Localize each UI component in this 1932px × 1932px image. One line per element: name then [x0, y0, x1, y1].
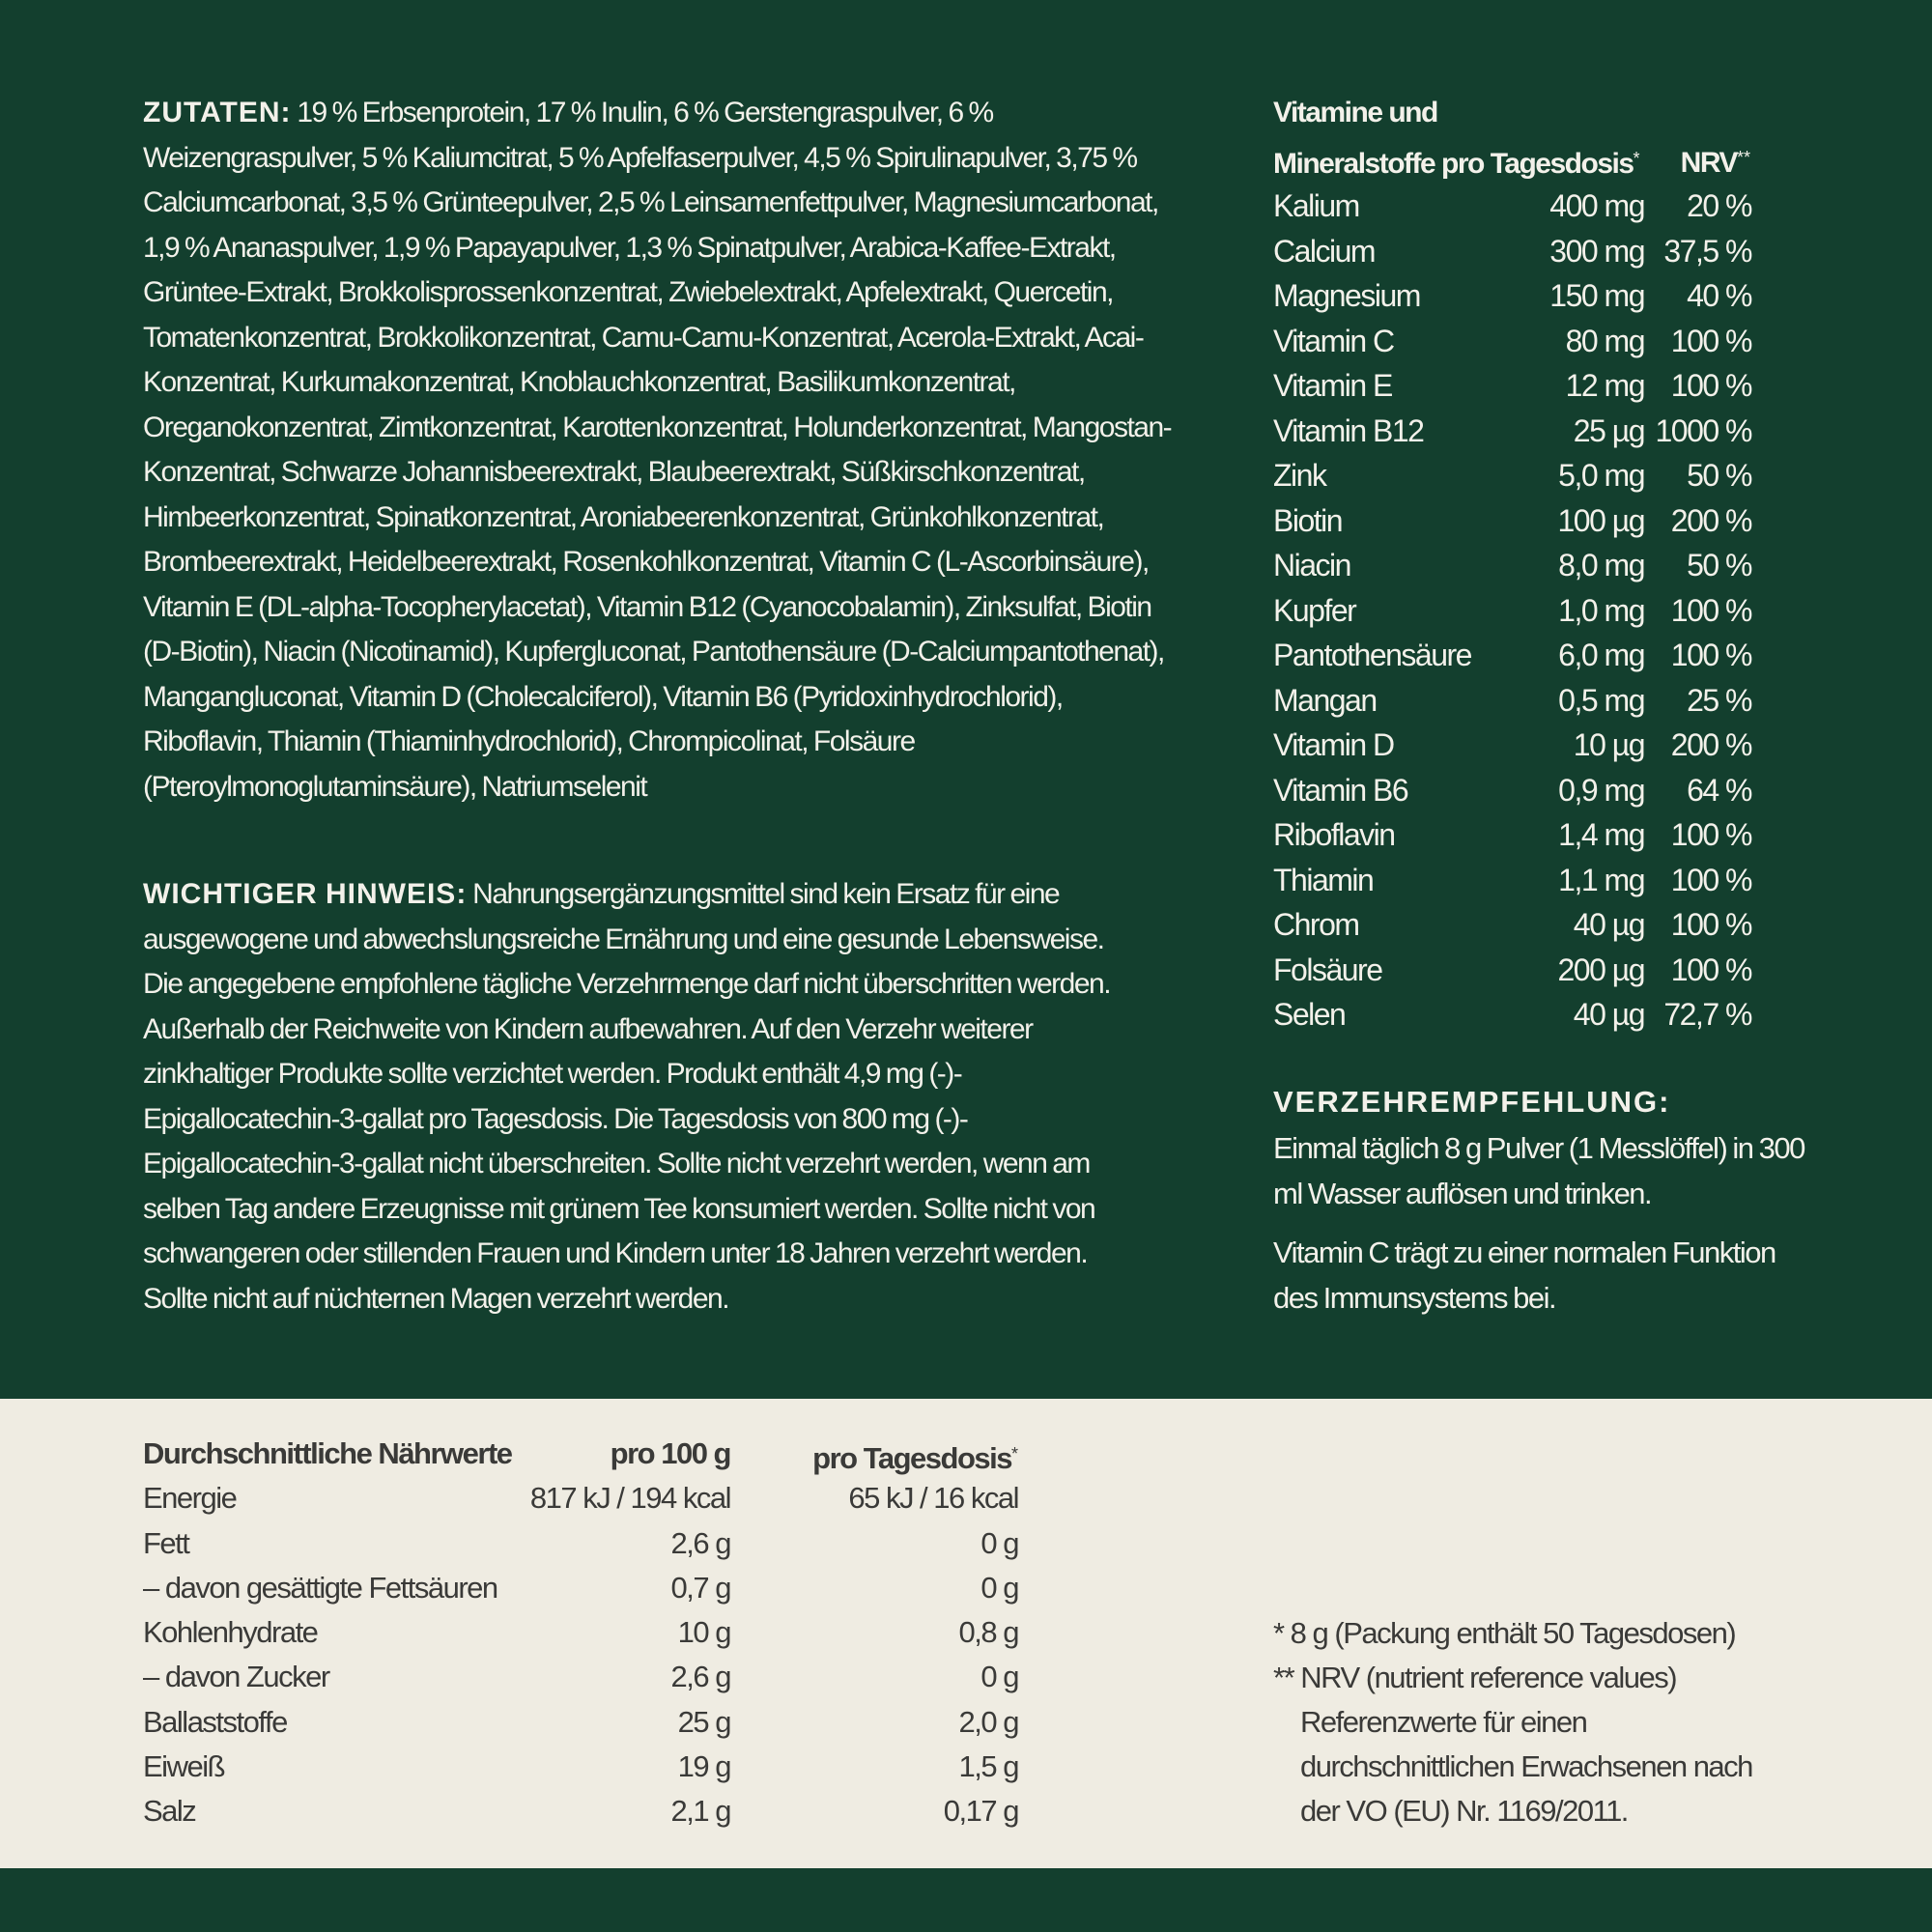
table-row	[1273, 273, 1756, 319]
nutrient-label: Eiweiß	[143, 1749, 225, 1784]
table-row	[1273, 409, 1756, 454]
footnote-nrv: ** NRV (nutrient reference values)	[1273, 1661, 1677, 1694]
vitamin-amount: 100 µg	[1557, 502, 1644, 538]
vitamin-nrv: 100 %	[1670, 862, 1751, 897]
vitamin-amount: 150 mg	[1549, 278, 1644, 313]
nutrition-header-label: Durchschnittliche Nährwerte	[143, 1436, 512, 1470]
table-row	[1273, 633, 1756, 678]
nutrient-perdose: 0,17 g	[943, 1794, 1018, 1829]
footnotes	[1273, 1611, 1853, 1833]
vitamins-table	[1273, 184, 1756, 1037]
nrv-header-label: NRV	[1680, 147, 1737, 179]
vitamin-nrv: 100 %	[1670, 592, 1751, 628]
nutrient-label: – davon Zucker	[143, 1660, 329, 1694]
vitamin-nrv: 200 %	[1670, 727, 1751, 762]
vitamin-amount: 1,0 mg	[1558, 592, 1644, 628]
vitamin-nrv: 100 %	[1670, 952, 1751, 987]
nutrient-label: Salz	[143, 1794, 196, 1829]
vitamin-nrv: 100 %	[1670, 368, 1751, 403]
vitamin-amount: 40 µg	[1573, 907, 1644, 942]
vitamin-name: Folsäure	[1273, 952, 1382, 987]
table-row	[1273, 902, 1756, 948]
vitamin-name: Mangan	[1273, 682, 1377, 718]
nutrient-label: Ballaststoffe	[143, 1704, 287, 1739]
vitamin-amount: 1,4 mg	[1558, 817, 1644, 852]
footnote-daily-dose: * 8 g (Packung enthält 50 Tagesdosen)	[1273, 1616, 1736, 1650]
nutrient-perdose: 0,8 g	[958, 1615, 1018, 1650]
vitamin-amount: 40 µg	[1573, 997, 1644, 1032]
vitamin-nrv: 37,5 %	[1663, 233, 1751, 269]
vitamin-amount: 12 mg	[1565, 368, 1644, 403]
green-footer-band	[0, 1868, 1932, 1932]
nutrient-per100: 10 g	[677, 1615, 730, 1650]
vitamin-name: Kalium	[1273, 188, 1359, 223]
nutrient-label: – davon gesättigte Fettsäuren	[143, 1570, 497, 1605]
vitamin-name: Pantothensäure	[1273, 638, 1471, 672]
vitamin-nrv: 25 %	[1687, 682, 1751, 718]
recommendation-text: Einmal täglich 8 g Pulver (1 Messlöffel) in 300 ml Wasser auflösen und trinken.	[1273, 1131, 1804, 1210]
vitamin-name: Thiamin	[1273, 862, 1374, 897]
vitamin-name: Vitamin C	[1273, 323, 1394, 358]
table-row	[143, 1700, 1032, 1745]
table-row	[1273, 184, 1756, 229]
vitamin-nrv: 200 %	[1670, 502, 1751, 538]
vitamin-amount: 5,0 mg	[1558, 458, 1644, 493]
nutrient-per100: 2,6 g	[670, 1660, 730, 1694]
vitamin-amount: 0,5 mg	[1558, 682, 1644, 718]
vitamin-name: Vitamin E	[1273, 368, 1392, 403]
table-row	[1273, 453, 1756, 498]
nutrition-header-per100: pro 100 g	[610, 1436, 730, 1470]
vitamins-title-line2-text: Mineralstoffe pro Tagesdosis	[1273, 147, 1634, 180]
ingredients-paragraph	[143, 91, 1186, 810]
ingredients-text: 19 % Erbsenprotein, 17 % Inulin, 6 % Gerstengraspulver, 6 % Weizengraspulver, 5 % Kaliumcitrat, 5 % Apfelfaserpulver, 4,5 % Spirulinapulver, 3,75 % Calciumcarbonat, 3,5 % Grünteepulver, 2,5 % Leinsamenfettpulver, Magnesiumcarbonat, 1,9 % Ananaspulver, 1,9 % Papayapulver, 1,3 % Spinatpulver, Arabica-Kaffee-Extrakt, Grüntee-Extrakt, Brokkolisprossenkonzentrat, Zwiebelextrakt, Apfelextrakt, Quercetin, Tomatenkonzentrat, Brokkolikonzentrat, Camu-Camu-Konzentrat, Acerola-Extrakt, Acai-Konzentrat, Kurkumakonzentrat, Knoblauchkonzentrat, Basilikumkonzentrat, Oreganokonzentrat, Zimtkonzentrat, Karottenkonzentrat, Holunderkonzentrat, Mangostan-Konzentrat, Schwarze Johannisbeerextrakt, Blaubeerextrakt, Süßkirschkonzentrat, Himbeerkonzentrat, Spinatkonzentrat, Aroniabeerenkonzentrat, Grünkohlkonzentrat, Brombeerextrakt, Heidelbeerextrakt, Rosenkohlkonzentrat, Vitamin C (L-Ascorbinsäure), Vitamin E (DL-alpha-Tocopherylacetat), Vitamin B12 (Cyanocobalamin), Zinksulfat, Biotin (D-Biotin), Niacin (Nicotinamid), Kupfergluconat, Pantothensäure (D-Calciumpantothenat), Mangangluconat, Vitamin D (Cholecalciferol), Vitamin B6 (Pyridoxinhydrochlorid), Riboflavin, Thiamin (Thiaminhydrochlorid), Chrompicolinat, Folsäure (Pteroylmonoglutaminsäure), Natriumselenit	[143, 97, 1172, 803]
table-row	[1273, 363, 1756, 409]
table-row	[143, 1566, 1032, 1610]
table-row	[143, 1521, 1032, 1566]
table-row	[1273, 858, 1756, 903]
nutrition-header-row	[143, 1432, 1032, 1476]
vitamin-amount: 6,0 mg	[1558, 638, 1644, 672]
notice-label: WICHTIGER HINWEIS:	[143, 878, 468, 910]
vitamin-amount: 10 µg	[1573, 727, 1644, 762]
vitamin-amount: 0,9 mg	[1558, 772, 1644, 808]
vitamin-name: Kupfer	[1273, 592, 1356, 628]
table-row	[1273, 543, 1756, 588]
vitamin-name: Chrom	[1273, 907, 1359, 942]
notice-paragraph	[143, 872, 1119, 1321]
notice-text: Nahrungsergänzungsmittel sind kein Ersatz für eine ausgewogene und abwechslungsreiche Ernährung und eine gesunde Lebensweise. Die angegebene empfohlene tägliche Verzehrmenge darf nicht überschritten werden. Außerhalb der Reichweite von Kindern aufbewahren. Auf den Verzehr weiterer zinkhaltiger Produkte sollte verzichtet werden. Produkt enthält 4,9 mg (-)-Epigallocatechin-3-gallat pro Tagesdosis. Die Tagesdosis von 800 mg (-)-Epigallocatechin-3-gallat nicht überschreiten. Sollte nicht verzehrt werden, wenn am selben Tag andere Erzeugnisse mit grünem Tee konsumiert werden. Sollte nicht von schwangeren oder stillenden Frauen und Kindern unter 18 Jahren verzehrt werden. Sollte nicht auf nüchternen Magen verzehrt werden.	[143, 878, 1111, 1315]
table-row	[143, 1655, 1032, 1699]
vitamin-amount: 8,0 mg	[1558, 548, 1644, 582]
nutrient-perdose: 1,5 g	[958, 1749, 1018, 1784]
table-row	[143, 1610, 1032, 1655]
vitamin-name: Biotin	[1273, 502, 1343, 538]
table-row	[143, 1745, 1032, 1789]
vitamins-title-line1: Vitamine und	[1273, 97, 1437, 128]
table-row	[1273, 319, 1756, 364]
table-row	[1273, 678, 1756, 724]
nutrient-perdose: 0 g	[980, 1570, 1018, 1605]
recommendation-label: VERZEHREMPFEHLUNG:	[1273, 1085, 1671, 1119]
vitamin-amount: 25 µg	[1573, 412, 1644, 448]
vitamin-name: Riboflavin	[1273, 817, 1395, 852]
table-row	[1273, 588, 1756, 634]
nutrient-perdose: 65 kJ / 16 kcal	[848, 1481, 1018, 1516]
table-row	[1273, 992, 1756, 1037]
nutrition-table	[143, 1432, 1032, 1834]
nutrient-label: Kohlenhydrate	[143, 1615, 318, 1650]
vitamin-amount: 400 mg	[1549, 188, 1644, 223]
vitamin-nrv: 40 %	[1687, 278, 1751, 313]
vitamin-nrv: 20 %	[1687, 188, 1751, 223]
vitamin-name: Selen	[1273, 997, 1346, 1032]
vitamin-nrv: 100 %	[1670, 817, 1751, 852]
nutrient-per100: 2,1 g	[670, 1794, 730, 1829]
vitamin-name: Zink	[1273, 458, 1326, 493]
table-row	[143, 1476, 1032, 1520]
nutrient-perdose: 0 g	[980, 1525, 1018, 1560]
footnote-nrv-line4: der VO (EU) Nr. 1169/2011.	[1300, 1794, 1628, 1828]
vitamin-amount: 1,1 mg	[1558, 862, 1644, 897]
nutrient-label: Energie	[143, 1481, 237, 1516]
nutrient-per100: 25 g	[677, 1704, 730, 1739]
footnote-nrv-line2: Referenzwerte für einen	[1300, 1705, 1587, 1739]
nutrition-header-asterisk: *	[1010, 1444, 1018, 1463]
vitamin-name: Vitamin B12	[1273, 412, 1424, 448]
vitamins-nrv-header	[1642, 135, 1750, 186]
vitamin-name: Vitamin D	[1273, 727, 1394, 762]
nrv-header-asterisks: **	[1736, 148, 1750, 167]
table-row	[1273, 229, 1756, 274]
vitamin-nrv: 50 %	[1687, 458, 1751, 493]
vitamin-nrv: 1000 %	[1655, 412, 1751, 448]
nutrient-per100: 19 g	[677, 1749, 730, 1784]
vitamin-nrv: 50 %	[1687, 548, 1751, 582]
vitamin-nrv: 72,7 %	[1663, 997, 1751, 1032]
footnote-nrv-line3: durchschnittlichen Erwachsenen nach	[1300, 1749, 1752, 1783]
nutrient-per100: 817 kJ / 194 kcal	[529, 1481, 730, 1516]
table-row	[1273, 812, 1756, 858]
vitamin-name: Calcium	[1273, 233, 1376, 269]
vitamins-title-asterisk: *	[1633, 148, 1640, 168]
ingredients-label: ZUTATEN:	[143, 97, 292, 128]
vitamin-name: Niacin	[1273, 548, 1350, 582]
vitamin-amount: 200 µg	[1557, 952, 1644, 987]
nutrition-header-perdose-text: pro Tagesdosis	[812, 1441, 1011, 1475]
vitamin-name: Vitamin B6	[1273, 772, 1408, 808]
vitamin-amount: 80 mg	[1565, 323, 1644, 358]
table-row	[1273, 948, 1756, 993]
table-row	[143, 1789, 1032, 1833]
table-row	[1273, 498, 1756, 544]
nutrient-perdose: 2,0 g	[958, 1704, 1018, 1739]
vitamin-nrv: 100 %	[1670, 907, 1751, 942]
vitamin-amount: 300 mg	[1549, 233, 1644, 269]
nutrient-label: Fett	[143, 1525, 189, 1560]
vitamin-nrv: 64 %	[1687, 772, 1751, 808]
nutrient-per100: 0,7 g	[670, 1570, 730, 1605]
vitamin-name: Magnesium	[1273, 278, 1420, 313]
health-claim-text: Vitamin C trägt zu einer normalen Funktion des Immunsystems bei.	[1273, 1236, 1776, 1315]
nutrition-header-perdose	[812, 1432, 1018, 1481]
nutrient-per100: 2,6 g	[670, 1525, 730, 1560]
nutrient-perdose: 0 g	[980, 1660, 1018, 1694]
table-row	[1273, 768, 1756, 813]
table-row	[1273, 723, 1756, 768]
vitamin-nrv: 100 %	[1670, 323, 1751, 358]
vitamin-nrv: 100 %	[1670, 638, 1751, 672]
